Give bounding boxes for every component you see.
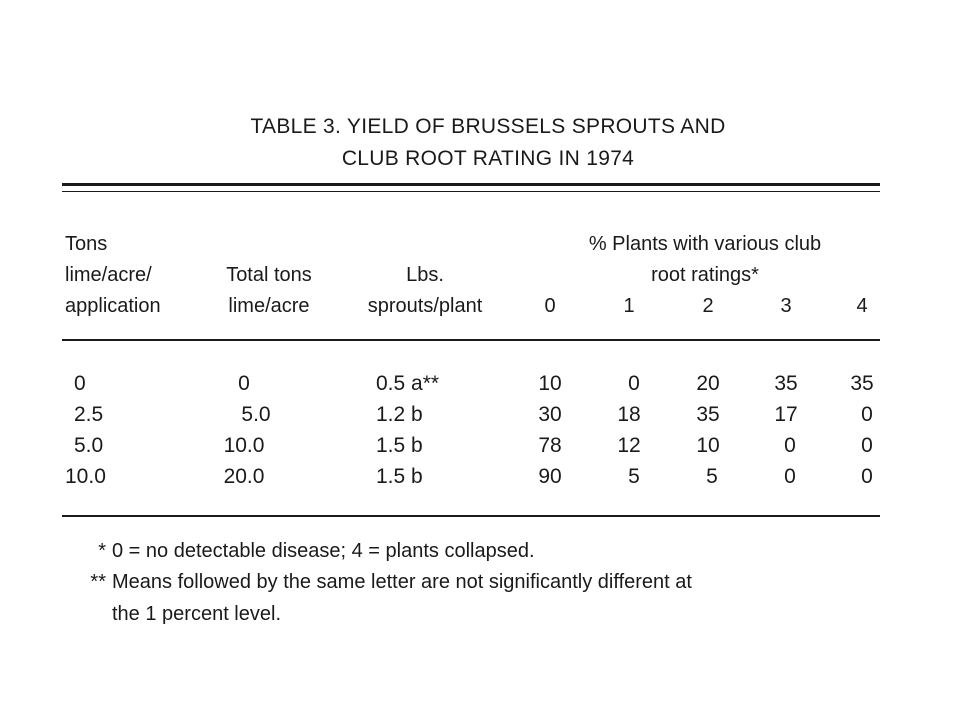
cell-lbs-sprouts: 1.5 b	[376, 465, 423, 488]
top-rule-thick	[62, 183, 880, 186]
header-tons-line-1: Tons	[65, 233, 108, 255]
header-rating-3: 3	[780, 295, 792, 317]
cell-rating-3: 0	[784, 434, 796, 457]
cell-rating-3: 17	[774, 403, 798, 426]
footnote-1-marker: *	[98, 540, 106, 562]
footnote-2-marker: **	[90, 571, 106, 593]
cell-rating-0: 90	[538, 465, 562, 488]
cell-tons-application: 2.5	[74, 403, 104, 426]
cell-rating-0: 30	[538, 403, 562, 426]
cell-rating-4: 0	[861, 465, 873, 488]
table-title-line-1: TABLE 3. YIELD OF BRUSSELS SPROUTS AND	[250, 115, 726, 138]
header-club-root-group-line-1: % Plants with various club	[588, 233, 822, 255]
cell-lbs-sprouts: 1.5 b	[376, 434, 423, 457]
cell-total-tons: 0	[238, 372, 250, 395]
cell-rating-2: 20	[696, 372, 720, 395]
header-total-tons-line-2: lime/acre	[228, 295, 310, 317]
cell-total-tons: 5.0	[241, 403, 271, 426]
cell-rating-0: 78	[538, 434, 562, 457]
cell-rating-4: 0	[861, 434, 873, 457]
header-rating-4: 4	[856, 295, 868, 317]
header-rating-2: 2	[702, 295, 714, 317]
cell-lbs-sprouts: 0.5 a**	[376, 372, 440, 395]
top-rule-thin	[62, 191, 880, 192]
cell-rating-1: 18	[617, 403, 641, 426]
cell-rating-2: 10	[696, 434, 720, 457]
header-total-tons-line-1: Total tons	[226, 264, 312, 286]
footnote-2-line-2: the 1 percent level.	[112, 603, 281, 625]
header-club-root-group-line-2: root ratings*	[651, 264, 759, 286]
table-title-line-2: CLUB ROOT RATING IN 1974	[341, 147, 635, 170]
cell-rating-2: 35	[696, 403, 720, 426]
header-rating-1: 1	[623, 295, 635, 317]
header-rule	[62, 339, 880, 341]
cell-rating-3: 35	[774, 372, 798, 395]
cell-rating-2: 5	[706, 465, 718, 488]
cell-rating-1: 0	[628, 372, 640, 395]
cell-tons-application: 5.0	[74, 434, 104, 457]
bottom-rule	[62, 515, 880, 517]
cell-rating-3: 0	[784, 465, 796, 488]
cell-rating-0: 10	[538, 372, 562, 395]
cell-tons-application: 0	[74, 372, 86, 395]
cell-rating-4: 35	[850, 372, 874, 395]
cell-rating-1: 12	[617, 434, 641, 457]
footnote-2-line-1: Means followed by the same letter are not significantly different at	[112, 571, 692, 593]
cell-total-tons: 10.0	[223, 434, 265, 457]
header-lbs-line-2: sprouts/plant	[367, 295, 483, 317]
header-tons-line-3: application	[65, 295, 161, 317]
cell-tons-application: 10.0	[65, 465, 106, 488]
footnote-1-text: 0 = no detectable disease; 4 = plants collapsed.	[112, 540, 535, 562]
cell-rating-4: 0	[861, 403, 873, 426]
cell-total-tons: 20.0	[223, 465, 265, 488]
cell-rating-1: 5	[628, 465, 640, 488]
header-rating-0: 0	[544, 295, 556, 317]
header-tons-line-2: lime/acre/	[65, 264, 152, 286]
header-lbs-line-1: Lbs.	[406, 264, 444, 286]
cell-lbs-sprouts: 1.2 b	[376, 403, 423, 426]
